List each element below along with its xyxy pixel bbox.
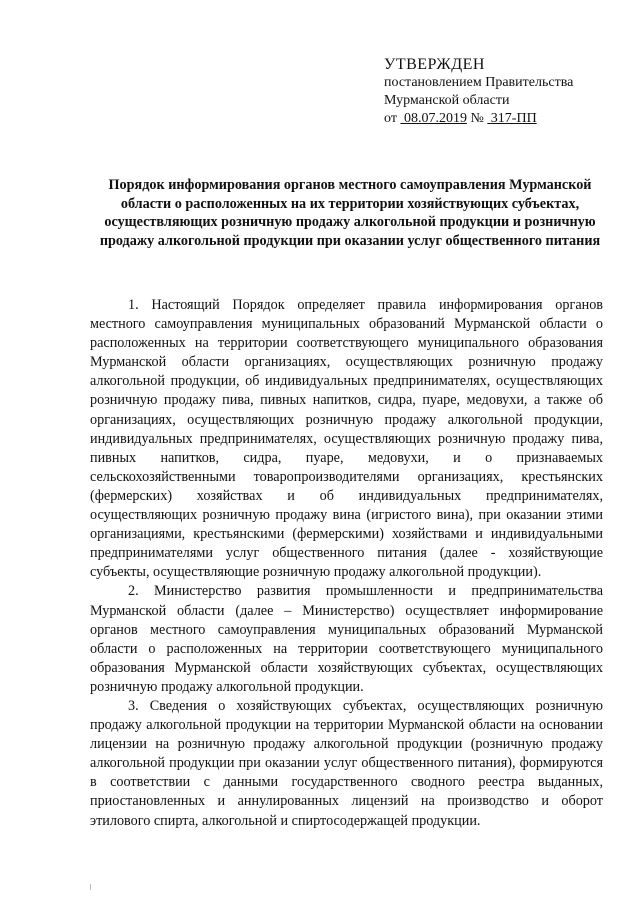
paragraph-3: 3. Сведения о хозяйствующих субъектах, осуществляющих розничную продажу алкогольной продукции на территории Мурманской области на основании лицензии на розничную продажу алкогольной продукции (розничную продажу алкогольной продукции при оказании услуг общественного питания), формируются в соответствии с данными государственного сводного реестра выданных, приостановленных и аннулированных лицензий на производство и оборот этилового спирта, алкогольной и спиртосодержащей продукции.	[90, 697, 603, 829]
approval-date: 08.07.2019	[403, 111, 467, 126]
approval-number: 317-ПП	[490, 111, 537, 126]
approval-number-label: №	[470, 111, 484, 126]
approval-date-prefix: от	[384, 111, 397, 126]
paragraph-2: 2. Министерство развития промышленности и предпринимательства Мурманской области (далее – Министерство) осуществляет информирование органов местного самоуправления муниципальных образований Мурманской области о расположенных на территории соответствующего муниципального образования Мурманской области хозяйствующих субъектах, осуществляющих розничную продажу алкогольной продукции.	[90, 583, 603, 695]
document-title: Порядок информирования органов местного самоуправления Мурманской области о расположенных на их территории хозяйствующих субъектах, осуществляющих розничную продажу алкогольной продукции и розничную продажу алкогольной продукции при оказании услуг общественного питания	[99, 177, 601, 249]
approval-date-line	[384, 110, 624, 128]
approval-stamp	[384, 56, 624, 128]
scan-mark	[90, 884, 91, 890]
approval-line-2: Мурманской области	[384, 93, 510, 108]
document-body	[90, 296, 603, 831]
approval-line-1: постановлением Правительства	[384, 75, 574, 90]
approval-heading: УТВЕРЖДЕН	[384, 56, 485, 73]
paragraph-1: 1. Настоящий Порядок определяет правила информирования органов местного самоуправления муниципальных образований Мурманской области о расположенных на территории соответствующего муниципального образования Мурманской области организациях, осуществляющих розничную продажу алкогольной продукции, об индивидуальных предпринимателях, осуществляющих розничную продажу пива, пивных напитков, сидра, пуаре, медовухи, а также об организациях, осуществляющих розничную продажу алкогольной продукции, индивидуальных предпринимателях, осуществляющих розничную продажу пива, пивных напитков, сидра, пуаре, медовухи, и о признаваемых сельскохозяйственными товаропроизводителями организациях, крестьянских (фермерских) хозяйствах и об индивидуальных предпринимателях, осуществляющих розничную продажу вина (игристого вина), при оказании этими организациями, крестьянскими (фермерскими) хозяйствами и индивидуальными предпринимателями услуг общественного питания (далее - хозяйствующие субъекты, осуществляющие розничную продажу алкогольной продукции).	[90, 297, 603, 581]
